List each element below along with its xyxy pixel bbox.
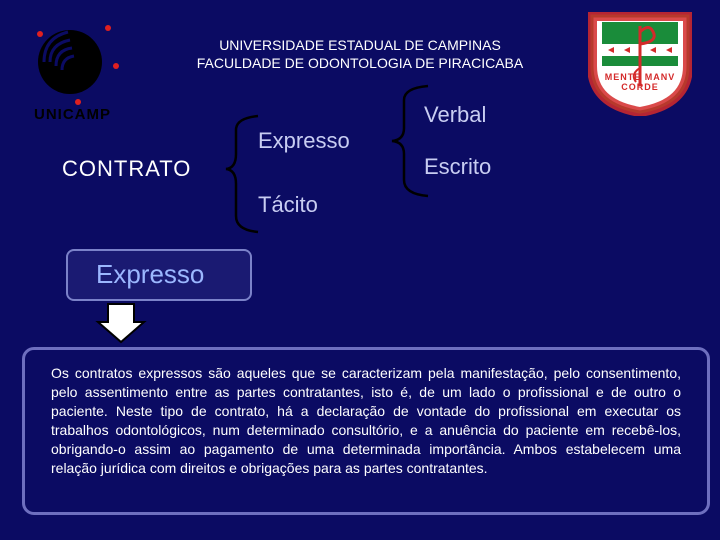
tacito-branch-label: Tácito bbox=[258, 192, 318, 217]
contract-root-label: CONTRATO bbox=[62, 156, 192, 181]
escrito-label: Escrito bbox=[424, 154, 492, 179]
crest-motto: MENTE MANV CORDE bbox=[604, 72, 676, 92]
brace-main bbox=[226, 116, 258, 232]
unicamp-wordmark: UNICAMP bbox=[34, 106, 111, 123]
down-arrow-icon bbox=[94, 302, 148, 346]
definition-text: Os contratos expressos são aqueles que se caracterizam pela manifestação, pelo consentimento, pelo assentimento entre as partes contratantes, isto é, de um lado o profissional e de outro o paciente. Neste tipo de contrato, há a declaração de vontade do profissional em executar os trabalhos odontológicos, num determinado consultório, e a anuência do paciente em recebê-los, obrigando-o assim ao pagamento de uma determinada importância. Ambos estabelecem uma relação jurídica com direitos e obrigações para as partes contratantes. bbox=[51, 365, 681, 476]
verbal-label: Verbal bbox=[424, 102, 487, 127]
university-name: UNIVERSIDADE ESTADUAL DE CAMPINAS bbox=[219, 37, 501, 53]
brace-expresso bbox=[392, 86, 428, 196]
expresso-highlight-label: Expresso bbox=[96, 259, 205, 289]
faculty-name: FACULDADE DE ODONTOLOGIA DE PIRACICABA bbox=[196, 55, 524, 71]
definition-box bbox=[22, 347, 710, 515]
expresso-branch-label: Expresso bbox=[258, 128, 350, 153]
expresso-highlight-box bbox=[66, 249, 252, 301]
